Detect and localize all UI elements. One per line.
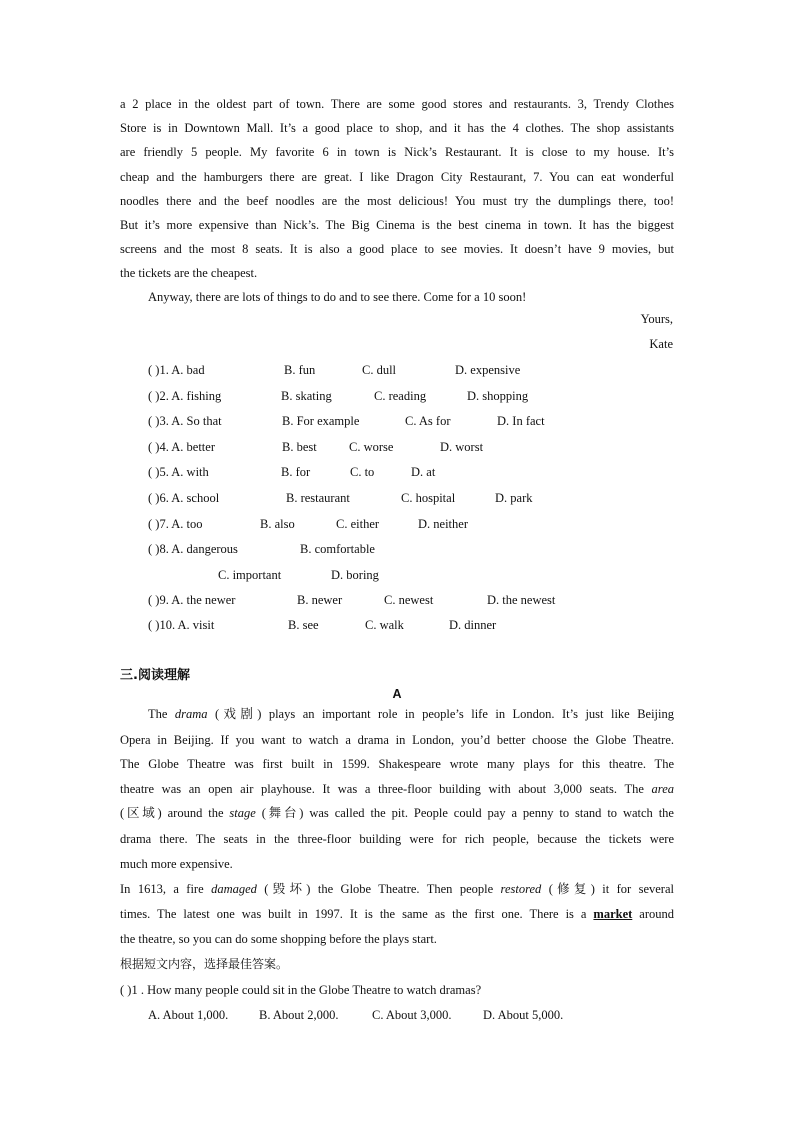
cloze-5-option-c: C. to bbox=[350, 465, 375, 479]
cloze-6-option-d: D. park bbox=[495, 491, 533, 505]
term-stage: stage bbox=[229, 806, 256, 820]
cloze-7-option-d: D. neither bbox=[418, 517, 468, 531]
cloze-5-option-d: D. at bbox=[411, 465, 436, 479]
cloze-7-option-b: B. also bbox=[260, 517, 295, 531]
cloze-4-option-c: C. worse bbox=[349, 440, 394, 454]
passage-line-6: But it’s more expensive than Nick’s. The Big Cinema is the best cinema in town. It has the biggest bbox=[120, 218, 674, 232]
cloze-question-10: ( )10. A. visit bbox=[148, 618, 215, 632]
cloze-1-option-d: D. expensive bbox=[455, 363, 521, 377]
cloze-3-option-d: D. In fact bbox=[497, 414, 545, 428]
cloze-9-option-d: D. the newest bbox=[487, 593, 556, 607]
reading-text: (区域) around the bbox=[120, 806, 230, 820]
term-drama: drama bbox=[174, 707, 208, 721]
cloze-2-option-b: B. skating bbox=[281, 389, 332, 403]
sign-name: Kate bbox=[649, 337, 673, 351]
reading-text: around bbox=[632, 907, 674, 921]
instruction: 根据短文内容，选择最佳答案。 bbox=[120, 957, 289, 971]
cloze-question-5: ( )5. A. with bbox=[148, 465, 209, 479]
reading-text: In 1613, a fire bbox=[120, 882, 212, 896]
term-market: market bbox=[593, 907, 633, 921]
reading-line-8 bbox=[120, 880, 674, 898]
q1-option-b: B. About 2,000. bbox=[259, 1008, 339, 1022]
cloze-question-8: ( )8. A. dangerous bbox=[148, 542, 238, 556]
q1-option-c: C. About 3,000. bbox=[372, 1008, 452, 1022]
reading-text: (舞台) was called the pit. People could pay a penny to stand to watch the bbox=[255, 806, 674, 820]
reading-line-10: the theatre, so you can do some shopping before the plays start. bbox=[120, 932, 437, 946]
reading-line-1 bbox=[120, 705, 674, 723]
cloze-7-option-c: C. either bbox=[336, 517, 380, 531]
reading-text: (戏剧) plays an important role in people’s life in London. It’s just like Beijing bbox=[207, 707, 674, 721]
section-title: 三.阅读理解 bbox=[120, 668, 190, 683]
cloze-question-6: ( )6. A. school bbox=[148, 491, 220, 505]
term-restored: restored bbox=[500, 882, 542, 896]
cloze-4-option-b: B. best bbox=[282, 440, 317, 454]
passage-line-4: cheap and the hamburgers there are great. I like Dragon City Restaurant, 7. You can eat wonderful bbox=[120, 170, 674, 184]
reading-text: (毁坏) the Globe Theatre. Then people bbox=[256, 882, 501, 896]
cloze-8-option-b: B. comfortable bbox=[300, 542, 375, 556]
passage-line-5: noodles there and the beef noodles are the most delicious! You must try the dumplings there, too! bbox=[120, 194, 674, 208]
reading-question-1: ( )1 . How many people could sit in the Globe Theatre to watch dramas? bbox=[120, 983, 482, 997]
reading-text: (修复) it for several bbox=[541, 882, 674, 896]
q1-option-a: A. About 1,000. bbox=[148, 1008, 229, 1022]
closing-line: Anyway, there are lots of things to do and to see there. Come for a 10 soon! bbox=[148, 290, 527, 304]
reading-text: The bbox=[148, 707, 175, 721]
cloze-10-option-b: B. see bbox=[288, 618, 319, 632]
passage-line-3: are friendly 5 people. My favorite 6 in town is Nick’s Restaurant. It is close to my house. It’s bbox=[120, 145, 674, 159]
cloze-question-4: ( )4. A. better bbox=[148, 440, 215, 454]
cloze-9-option-b: B. newer bbox=[297, 593, 343, 607]
term-damaged: damaged bbox=[211, 882, 257, 896]
reading-line-3: The Globe Theatre was first built in 1599. Shakespeare wrote many plays for this theatre. The bbox=[120, 757, 674, 771]
cloze-question-2: ( )2. A. fishing bbox=[148, 389, 222, 403]
cloze-question-3: ( )3. A. So that bbox=[148, 414, 222, 428]
passage-line-8: the tickets are the cheapest. bbox=[120, 266, 258, 280]
reading-text: theatre was an open air playhouse. It was a three-floor building with about 3,000 seats. The bbox=[120, 782, 652, 796]
cloze-1-option-c: C. dull bbox=[362, 363, 397, 377]
q1-option-d: D. About 5,000. bbox=[483, 1008, 564, 1022]
cloze-8-option-d: D. boring bbox=[331, 568, 379, 582]
passage-label: A bbox=[392, 687, 402, 701]
reading-line-7: much more expensive. bbox=[120, 857, 233, 871]
reading-line-9 bbox=[120, 905, 674, 923]
cloze-6-option-b: B. restaurant bbox=[286, 491, 350, 505]
reading-line-2: Opera in Beijing. If you want to watch a drama in London, you’d better choose the Globe Theatre. bbox=[120, 733, 674, 747]
cloze-10-option-c: C. walk bbox=[365, 618, 404, 632]
cloze-3-option-b: B. For example bbox=[282, 414, 360, 428]
cloze-2-option-d: D. shopping bbox=[467, 389, 529, 403]
cloze-question-9: ( )9. A. the newer bbox=[148, 593, 236, 607]
cloze-3-option-c: C. As for bbox=[405, 414, 451, 428]
passage-line-2: Store is in Downtown Mall. It’s a good place to shop, and it has the 4 clothes. The shop assistants bbox=[120, 121, 674, 135]
cloze-4-option-d: D. worst bbox=[440, 440, 484, 454]
reading-line-4 bbox=[120, 780, 674, 798]
cloze-question-1: ( )1. A. bad bbox=[148, 363, 205, 377]
cloze-5-option-b: B. for bbox=[281, 465, 311, 479]
cloze-9-option-c: C. newest bbox=[384, 593, 434, 607]
sign-yours: Yours, bbox=[640, 312, 673, 326]
cloze-6-option-c: C. hospital bbox=[401, 491, 456, 505]
cloze-1-option-b: B. fun bbox=[284, 363, 316, 377]
cloze-10-option-d: D. dinner bbox=[449, 618, 497, 632]
term-area: area bbox=[651, 782, 674, 796]
reading-line-5 bbox=[120, 804, 674, 822]
cloze-question-7: ( )7. A. too bbox=[148, 517, 203, 531]
reading-text: times. The latest one was built in 1997. It is the same as the first one. There is a bbox=[120, 907, 594, 921]
reading-line-6: drama there. The seats in the three-floor building were for rich people, because the tickets were bbox=[120, 832, 674, 846]
passage-line-1: a 2 place in the oldest part of town. There are some good stores and restaurants. 3, Trendy Clothes bbox=[120, 97, 674, 111]
cloze-8-option-c: C. important bbox=[218, 568, 282, 582]
passage-line-7: screens and the most 8 seats. It is also a good place to see movies. It doesn’t have 9 movies, but bbox=[120, 242, 674, 256]
cloze-2-option-c: C. reading bbox=[374, 389, 427, 403]
